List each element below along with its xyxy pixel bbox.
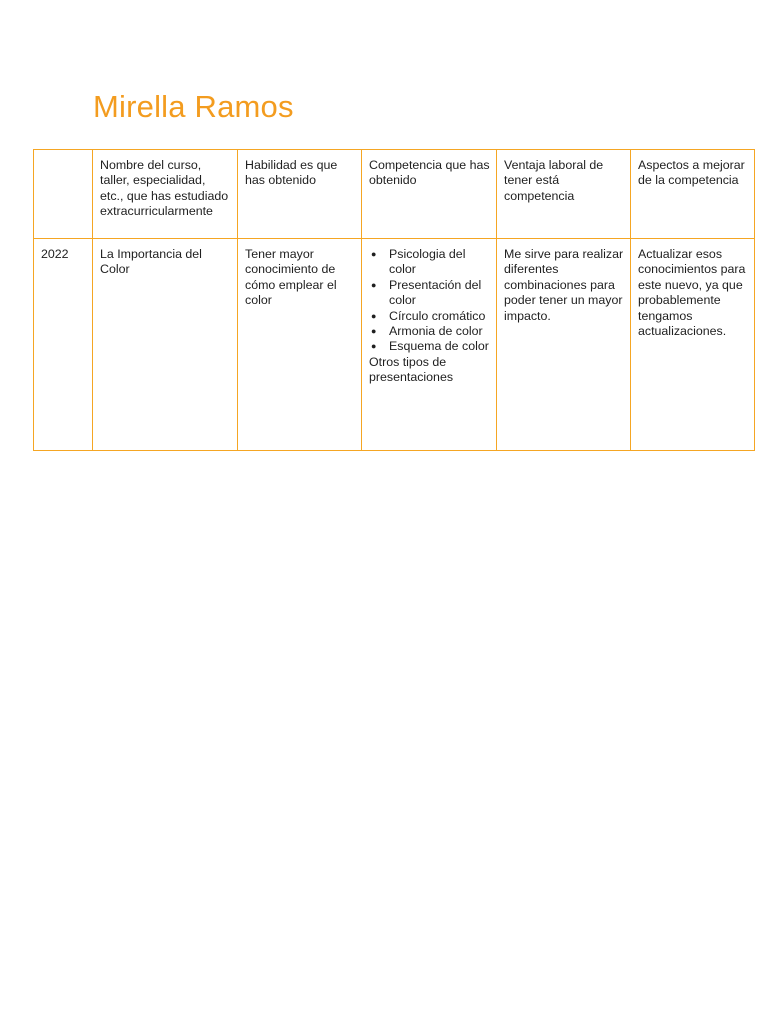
header-cell-competency: Competencia que has obtenido — [362, 150, 497, 239]
competencies-table — [33, 149, 755, 451]
competency-list-item — [369, 309, 490, 324]
cell-advantage: Me sirve para realizar diferentes combinaciones para poder tener un mayor impacto. — [497, 239, 631, 451]
competency-label: Presentación del color — [389, 277, 482, 308]
bullet-icon: ● — [371, 341, 377, 352]
bullet-icon: ● — [371, 310, 377, 321]
header-cell-course: Nombre del curso, taller, especialidad, etc., que has estudiado extracurricularmente — [93, 150, 238, 239]
competency-label: Círculo cromático — [389, 308, 486, 323]
cell-year: 2022 — [34, 239, 93, 451]
competency-list-item — [369, 247, 490, 278]
table-header-row — [34, 150, 755, 239]
cell-skill: Tener mayor conocimiento de cómo emplear el color — [238, 239, 362, 451]
competency-list-item — [369, 339, 490, 354]
header-cell-improve: Aspectos a mejorar de la competencia — [631, 150, 755, 239]
competency-label: Esquema de color — [389, 339, 489, 354]
competency-list — [369, 247, 490, 355]
competency-label: Armonia de color — [389, 324, 483, 339]
header-cell-advantage: Ventaja laboral de tener está competencia — [497, 150, 631, 239]
competency-label: Psicologia del color — [389, 247, 466, 277]
table-row — [34, 239, 755, 451]
competency-list-item — [369, 324, 490, 339]
bullet-icon: ● — [371, 249, 377, 259]
competency-list-item — [369, 278, 490, 309]
bullet-icon: ● — [371, 326, 377, 337]
document-title: Mirella Ramos — [93, 89, 294, 124]
bullet-icon: ● — [371, 279, 377, 290]
cell-improve: Actualizar esos conocimientos para este nuevo, ya que probablemente tengamos actualizaciones. — [631, 239, 755, 451]
cell-competencies — [362, 239, 497, 451]
cell-course: La Importancia del Color — [93, 239, 238, 451]
header-cell-year — [34, 150, 93, 239]
competency-extra-text: Otros tipos de presentaciones — [369, 354, 454, 385]
header-cell-skill: Habilidad es que has obtenido — [238, 150, 362, 239]
